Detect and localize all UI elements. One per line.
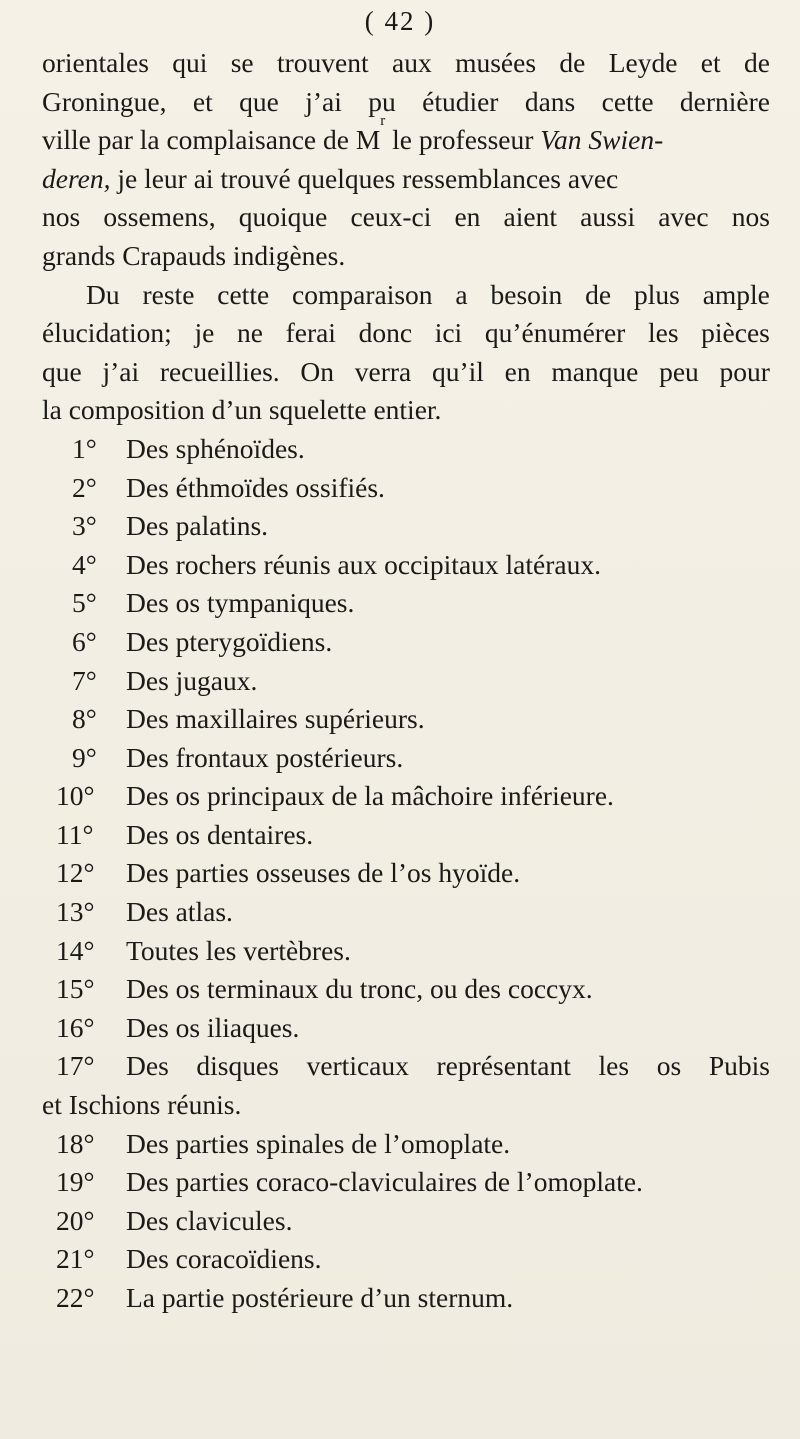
item-text: Des pterygoïdiens. bbox=[126, 625, 333, 657]
item-number: 21° bbox=[56, 1243, 95, 1275]
list-item bbox=[42, 584, 770, 623]
word: je bbox=[194, 317, 215, 349]
item-number: 4° bbox=[72, 548, 97, 580]
item-number: 2° bbox=[72, 471, 97, 503]
word: Du bbox=[86, 278, 120, 310]
list-item bbox=[42, 507, 770, 546]
word: de bbox=[585, 278, 612, 310]
list-item bbox=[42, 932, 770, 971]
word: de bbox=[743, 47, 770, 78]
body-text bbox=[42, 44, 770, 1318]
item-text: Des atlas. bbox=[126, 896, 233, 928]
word: Groningue, bbox=[42, 85, 167, 117]
word: de bbox=[559, 47, 586, 78]
word: pièces bbox=[701, 317, 770, 349]
item-number: 18° bbox=[56, 1127, 95, 1159]
line-text: la composition d’un squelette entier. bbox=[42, 394, 442, 426]
item-number: 5° bbox=[72, 587, 97, 619]
word: j’ai bbox=[305, 85, 342, 117]
word: que bbox=[42, 355, 82, 387]
word: plus bbox=[633, 278, 680, 310]
word: qu’énumérer bbox=[484, 317, 626, 349]
word: élucidation; bbox=[42, 317, 172, 349]
line-text: ville par la complaisance de M bbox=[42, 124, 381, 156]
word: verra bbox=[354, 355, 412, 387]
word: qu’il bbox=[431, 355, 484, 387]
list-item bbox=[42, 662, 770, 701]
word: besoin bbox=[490, 278, 563, 310]
list-item bbox=[42, 546, 770, 585]
item-number: 6° bbox=[72, 625, 97, 657]
page-number: ( 42 ) bbox=[364, 6, 436, 36]
word: cette bbox=[217, 278, 270, 310]
word: ferai bbox=[285, 317, 336, 349]
word: et bbox=[700, 47, 721, 78]
paragraph-1-line-6 bbox=[42, 237, 770, 276]
line-text: grands Crapauds indigènes. bbox=[42, 239, 346, 271]
word: quoique bbox=[238, 201, 328, 233]
list-item bbox=[42, 777, 770, 816]
word: j’ai bbox=[102, 355, 140, 387]
item-number: 1° bbox=[72, 432, 97, 464]
word: trouvent bbox=[277, 47, 369, 78]
word: cette bbox=[601, 85, 654, 117]
word: a bbox=[455, 278, 468, 310]
item-text: Des os tympaniques. bbox=[126, 587, 355, 619]
word: avec bbox=[658, 201, 709, 233]
word: les bbox=[647, 317, 679, 349]
word: étudier bbox=[422, 85, 499, 117]
word: musées bbox=[455, 47, 537, 78]
list-item bbox=[42, 430, 770, 469]
word: aient bbox=[503, 201, 557, 233]
word: nos bbox=[42, 201, 81, 233]
item-text: Des os dentaires. bbox=[126, 818, 314, 850]
list-item bbox=[42, 1009, 770, 1048]
item-text: Toutes les vertèbres. bbox=[126, 934, 351, 966]
item-number: 19° bbox=[56, 1166, 95, 1198]
word: Leyde bbox=[608, 47, 678, 78]
word: verticaux bbox=[306, 1050, 409, 1082]
line-text: le professeur bbox=[385, 124, 541, 156]
item-text: Des sphénoïdes. bbox=[126, 432, 305, 464]
paragraph-1-line-2 bbox=[42, 83, 770, 122]
word: reste bbox=[142, 278, 195, 310]
word: en bbox=[454, 201, 481, 233]
item-number: 11° bbox=[56, 818, 94, 850]
word: dans bbox=[524, 85, 576, 117]
paragraph-2-line-4 bbox=[42, 391, 770, 430]
list-item bbox=[42, 469, 770, 508]
list-item bbox=[42, 1202, 770, 1241]
list-item bbox=[42, 1240, 770, 1279]
word: donc bbox=[358, 317, 413, 349]
item-number: 13° bbox=[56, 896, 95, 928]
word: ample bbox=[702, 278, 770, 310]
item-text: Des parties osseuses de l’os hyoïde. bbox=[126, 857, 521, 889]
paragraph-2-line-1 bbox=[42, 276, 770, 315]
item-text: Des clavicules. bbox=[126, 1204, 293, 1236]
word: os bbox=[656, 1050, 682, 1082]
item-text: Des éthmoïdes ossifiés. bbox=[126, 471, 385, 503]
paragraph-1-line-3 bbox=[42, 113, 770, 160]
item-text: Des os principaux de la mâchoire inférieure. bbox=[126, 780, 614, 812]
word: nos bbox=[731, 201, 770, 233]
word: ne bbox=[236, 317, 263, 349]
word: en bbox=[504, 355, 531, 387]
item-text: Des palatins. bbox=[126, 510, 269, 542]
item-number: 15° bbox=[56, 973, 95, 1005]
word: recueillies. bbox=[159, 355, 280, 387]
list-item bbox=[42, 1125, 770, 1164]
item-number: 22° bbox=[56, 1282, 95, 1313]
list-item bbox=[42, 893, 770, 932]
word: comparaison bbox=[292, 278, 433, 310]
paragraph-1-line-5 bbox=[42, 198, 770, 237]
word: que bbox=[239, 85, 279, 117]
item-text: Des parties coraco-claviculaires de l’omoplate. bbox=[126, 1166, 643, 1198]
list-item bbox=[42, 700, 770, 739]
word: représentant bbox=[436, 1050, 571, 1082]
item-number: 7° bbox=[72, 664, 97, 696]
list-item bbox=[42, 1047, 770, 1086]
list-item-continuation: et Ischions réunis. bbox=[42, 1089, 242, 1121]
list-item bbox=[42, 623, 770, 662]
item-number: 8° bbox=[72, 703, 97, 735]
item-number: 12° bbox=[56, 857, 95, 889]
line-text: je leur ai trouvé quelques ressemblances avec bbox=[110, 162, 619, 194]
word: pu bbox=[368, 85, 396, 117]
word: On bbox=[300, 355, 335, 387]
word: peu bbox=[659, 355, 699, 387]
item-number: 16° bbox=[56, 1011, 95, 1043]
italic-name: Van Swien- bbox=[540, 124, 664, 156]
word: ossemens, bbox=[103, 201, 216, 233]
item-text: Des jugaux. bbox=[126, 664, 258, 696]
word: Pubis bbox=[708, 1050, 770, 1082]
word: disques bbox=[196, 1050, 279, 1082]
word: pour bbox=[719, 355, 770, 387]
item-text: Des rochers réunis aux occipitaux latéraux. bbox=[126, 548, 601, 580]
word: aux bbox=[392, 47, 432, 78]
item-text: Des frontaux postérieurs. bbox=[126, 741, 404, 773]
paragraph-2-line-3 bbox=[42, 353, 770, 392]
list-item bbox=[42, 816, 770, 855]
word: se bbox=[230, 47, 254, 78]
word: orientales bbox=[42, 47, 149, 78]
word: et bbox=[192, 85, 213, 117]
word: les bbox=[598, 1050, 630, 1082]
item-number: 20° bbox=[56, 1204, 95, 1236]
item-number: 10° bbox=[56, 780, 95, 812]
item-number: 14° bbox=[56, 934, 95, 966]
word: dernière bbox=[679, 85, 770, 117]
item-text: Des maxillaires supérieurs. bbox=[126, 703, 425, 735]
item-number: 3° bbox=[72, 510, 97, 542]
paragraph-2-line-2 bbox=[42, 314, 770, 353]
word: manque bbox=[551, 355, 639, 387]
item-text: Des os terminaux du tronc, ou des coccyx. bbox=[126, 973, 593, 1005]
list-item bbox=[42, 970, 770, 1009]
word: Des bbox=[126, 1050, 169, 1082]
item-number: 9° bbox=[72, 741, 97, 773]
list-item bbox=[42, 854, 770, 893]
list-item bbox=[42, 739, 770, 778]
list-item bbox=[42, 1279, 770, 1318]
word: ici bbox=[434, 317, 463, 349]
item-text: Des coracoïdiens. bbox=[126, 1243, 322, 1275]
item-text: Des parties spinales de l’omoplate. bbox=[126, 1127, 511, 1159]
word: aussi bbox=[580, 201, 636, 233]
item-text bbox=[126, 1047, 770, 1086]
word: ceux-ci bbox=[350, 201, 432, 233]
superscript: r bbox=[380, 113, 386, 130]
paragraph-1-line-1 bbox=[42, 44, 770, 83]
list-item bbox=[42, 1163, 770, 1202]
item-number: 17° bbox=[56, 1050, 95, 1082]
paragraph-1-line-4 bbox=[42, 160, 770, 199]
item-text: Des os iliaques. bbox=[126, 1011, 300, 1043]
word: qui bbox=[172, 47, 208, 78]
italic-name: deren, bbox=[42, 162, 111, 194]
item-text: La partie postérieure d’un sternum. bbox=[126, 1282, 514, 1313]
